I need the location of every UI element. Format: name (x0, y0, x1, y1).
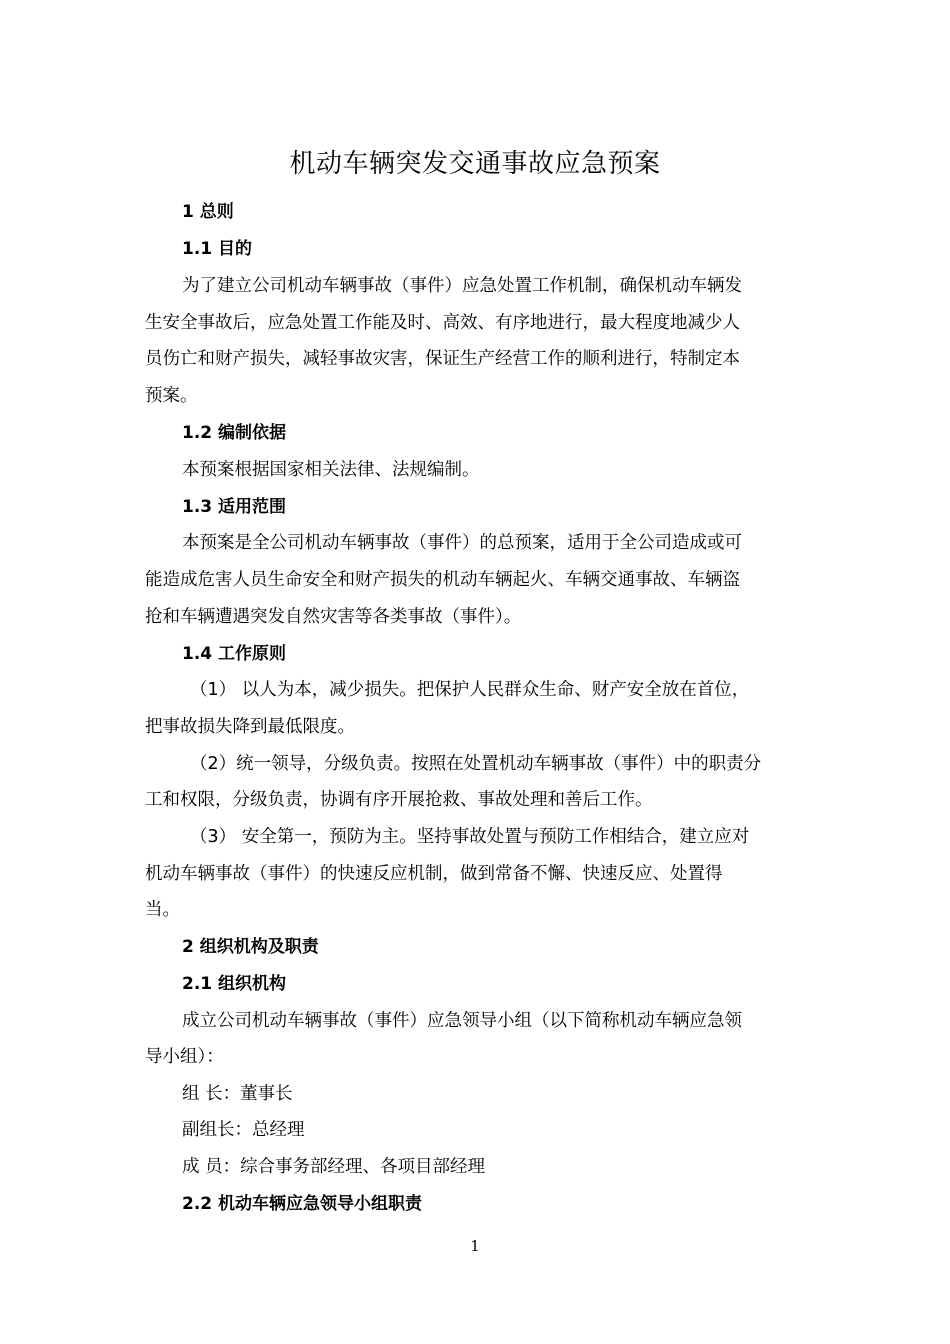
section-heading: 1 总则 (182, 202, 234, 222)
paragraph-line: 本预案是全公司机动车辆事故（事件）的总预案，适用于全公司造成或可 (182, 533, 742, 553)
paragraph-line: 成立公司机动车辆事故（事件）应急领导小组（以下简称机动车辆应急领 (182, 1011, 742, 1031)
paragraph-line: （1） 以人为本，减少损失。把保护人民群众生命、财产安全放在首位， (190, 680, 750, 700)
paragraph-line: 能造成危害人员生命安全和财产损失的机动车辆起火、车辆交通事故、车辆盗 (145, 570, 740, 590)
document-title: 机动车辆突发交通事故应急预案 (289, 149, 661, 179)
subsection-heading: 1.1 目的 (182, 239, 253, 259)
paragraph-line: 抢和车辆遭遇突发自然灾害等各类事故（事件）。 (145, 607, 522, 627)
paragraph-line: （3） 安全第一，预防为主。坚持事故处置与预防工作相结合，建立应对 (190, 827, 750, 847)
paragraph-line: 成 员：综合事务部经理、各项目部经理 (182, 1157, 486, 1177)
paragraph-line: 组 长：董事长 (182, 1084, 293, 1104)
paragraph-line: （2）统一领导，分级负责。按照在处置机动车辆事故（事件）中的职责分 (190, 754, 762, 774)
subsection-heading: 2.1 组织机构 (182, 974, 287, 994)
subsection-heading: 1.3 适用范围 (182, 497, 287, 517)
paragraph-line: 把事故损失降到最低限度。 (145, 717, 355, 737)
paragraph-line: 工和权限，分级负责，协调有序开展抢救、事故处理和善后工作。 (145, 790, 653, 810)
paragraph-line: 导小组）： (145, 1047, 224, 1067)
subsection-heading: 2.2 机动车辆应急领导小组职责 (182, 1194, 423, 1214)
paragraph-line: 副组长：总经理 (182, 1120, 305, 1140)
paragraph-line: 机动车辆事故（事件）的快速反应机制，做到常备不懈、快速反应、处置得 (145, 864, 723, 884)
paragraph-line: 本预案根据国家相关法律、法规编制。 (182, 460, 480, 480)
paragraph-line: 为了建立公司机动车辆事故（事件）应急处置工作机制，确保机动车辆发 (182, 276, 742, 296)
subsection-heading: 1.2 编制依据 (182, 423, 287, 443)
page-number: 1 (470, 1237, 480, 1255)
paragraph-line: 员伤亡和财产损失，减轻事故灾害，保证生产经营工作的顺利进行，特制定本 (145, 349, 740, 369)
paragraph-line: 当。 (145, 900, 180, 920)
paragraph-line: 预案。 (145, 386, 198, 406)
subsection-heading: 1.4 工作原则 (182, 644, 287, 664)
section-heading: 2 组织机构及职责 (182, 937, 319, 957)
paragraph-line: 生安全事故后，应急处置工作能及时、高效、有序地进行，最大程度地减少人 (145, 313, 740, 333)
